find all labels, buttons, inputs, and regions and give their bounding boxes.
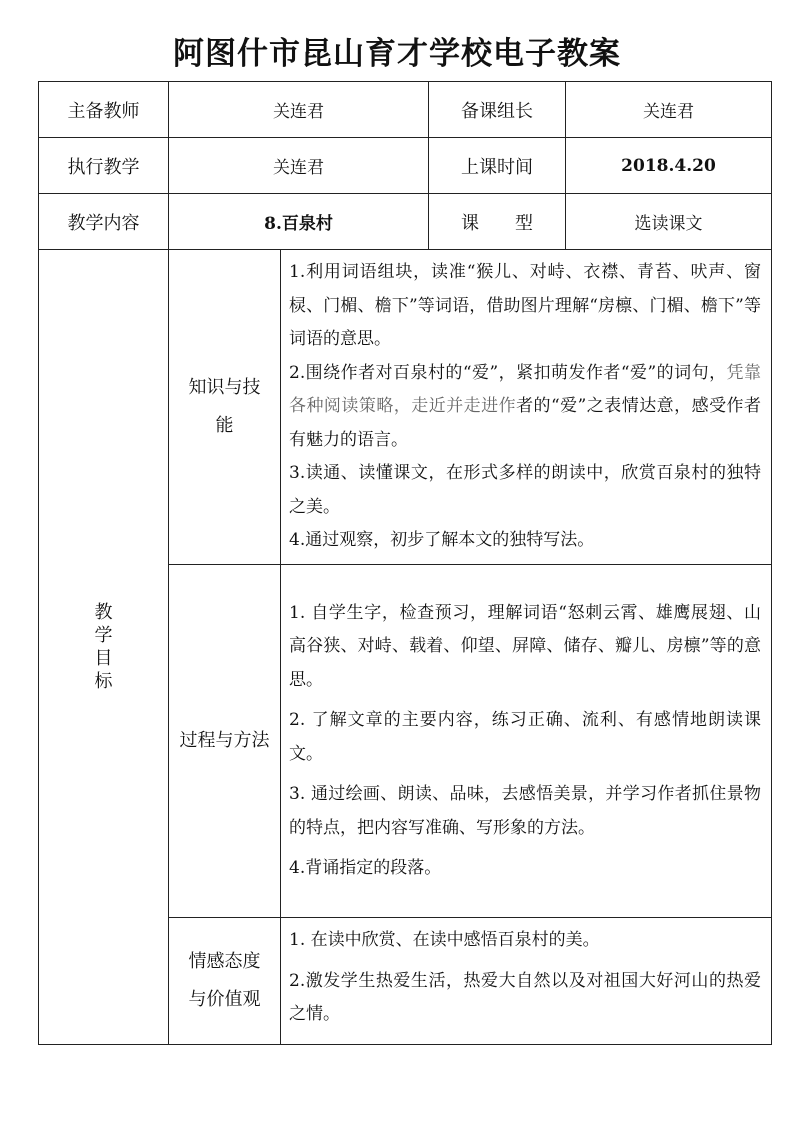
knowledge-skills-label bbox=[169, 250, 281, 565]
knowledge-item: 3.读通、读懂课文，在形式多样的朗读中，欣赏百泉村的独特之美。 bbox=[289, 463, 761, 517]
knowledge-item-part: 2.围绕作者对百泉村的“爱”，紧扣萌发作者“爱”的词句， bbox=[289, 362, 727, 383]
process-item: 1. 自学生字，检查预习，理解词语“怒刺云霄、雄鹰展翅、山高谷狭、对峙、载着、仰望、屏障、储存、瓣儿、房檩”等的意思。 bbox=[289, 602, 761, 690]
page-title: 阿图什市昆山育才学校电子教案 bbox=[173, 36, 621, 72]
group-leader-label: 备课组长 bbox=[429, 82, 566, 138]
emotion-label-line: 与价值观 bbox=[188, 989, 261, 1010]
emotion-values-content bbox=[281, 918, 772, 1045]
lesson-type-value: 选读课文 bbox=[566, 194, 772, 250]
teaching-content-value: 8.百泉村 bbox=[169, 194, 429, 250]
process-method-label: 过程与方法 bbox=[169, 565, 281, 918]
process-item: 2. 了解文章的主要内容，练习正确、流利、有感情地朗读课文。 bbox=[289, 710, 761, 764]
executing-teacher-label: 执行教学 bbox=[39, 138, 169, 194]
goals-label-char: 学 bbox=[94, 625, 113, 646]
header-row-teacher bbox=[39, 82, 772, 138]
emotion-item: 2.激发学生热爱生活，热爱大自然以及对祖国大好河山的热爱之情。 bbox=[289, 970, 761, 1024]
executing-teacher-value: 关连君 bbox=[169, 138, 429, 194]
process-item: 3. 通过绘画、朗读、品味，去感悟美景，并学习作者抓住景物的特点，把内容写准确、写形象的方法。 bbox=[289, 784, 761, 838]
emotion-label-line: 情感态度 bbox=[188, 951, 261, 972]
lesson-type-label: 课 型 bbox=[429, 194, 566, 250]
goal-row-knowledge bbox=[39, 250, 772, 565]
goals-label-char: 教 bbox=[94, 602, 113, 623]
knowledge-item: 1.利用词语组块，读准“猴儿、对峙、衣襟、青苔、吠声、窗棂、门楣、檐下”等词语，借助图片理解“房檩、门楣、檐下”等词语的意思。 bbox=[289, 262, 761, 350]
process-item: 4.背诵指定的段落。 bbox=[289, 858, 442, 878]
emotion-item: 1. 在读中欣赏、在读中感悟百泉村的美。 bbox=[289, 930, 600, 950]
class-time-label: 上课时间 bbox=[429, 138, 566, 194]
knowledge-label-line: 知识与技 bbox=[188, 377, 261, 398]
lead-teacher-label: 主备教师 bbox=[39, 82, 169, 138]
knowledge-item: 4.通过观察，初步了解本文的独特写法。 bbox=[289, 530, 595, 551]
header-row-execution bbox=[39, 138, 772, 194]
goals-label-char: 标 bbox=[94, 671, 113, 692]
knowledge-item-part: 凭靠各种阅读策略，走近并走进作 bbox=[289, 362, 762, 417]
process-method-content bbox=[281, 565, 772, 918]
knowledge-skills-content bbox=[281, 250, 772, 565]
knowledge-label-line: 能 bbox=[215, 415, 234, 436]
knowledge-item bbox=[289, 357, 761, 458]
emotion-values-label bbox=[169, 918, 281, 1045]
class-time-value: 2018.4.20 bbox=[566, 138, 772, 194]
goals-label-char: 目 bbox=[94, 648, 113, 669]
header-row-content bbox=[39, 194, 772, 250]
teaching-goals-label bbox=[39, 250, 169, 1045]
lead-teacher-value: 关连君 bbox=[169, 82, 429, 138]
knowledge-item-part: 者的“爱”之表情达意，感受作者有魅力的语言。 bbox=[289, 396, 761, 450]
teaching-content-label: 教学内容 bbox=[39, 194, 169, 250]
lesson-plan-table bbox=[38, 81, 772, 1045]
group-leader-value: 关连君 bbox=[566, 82, 772, 138]
